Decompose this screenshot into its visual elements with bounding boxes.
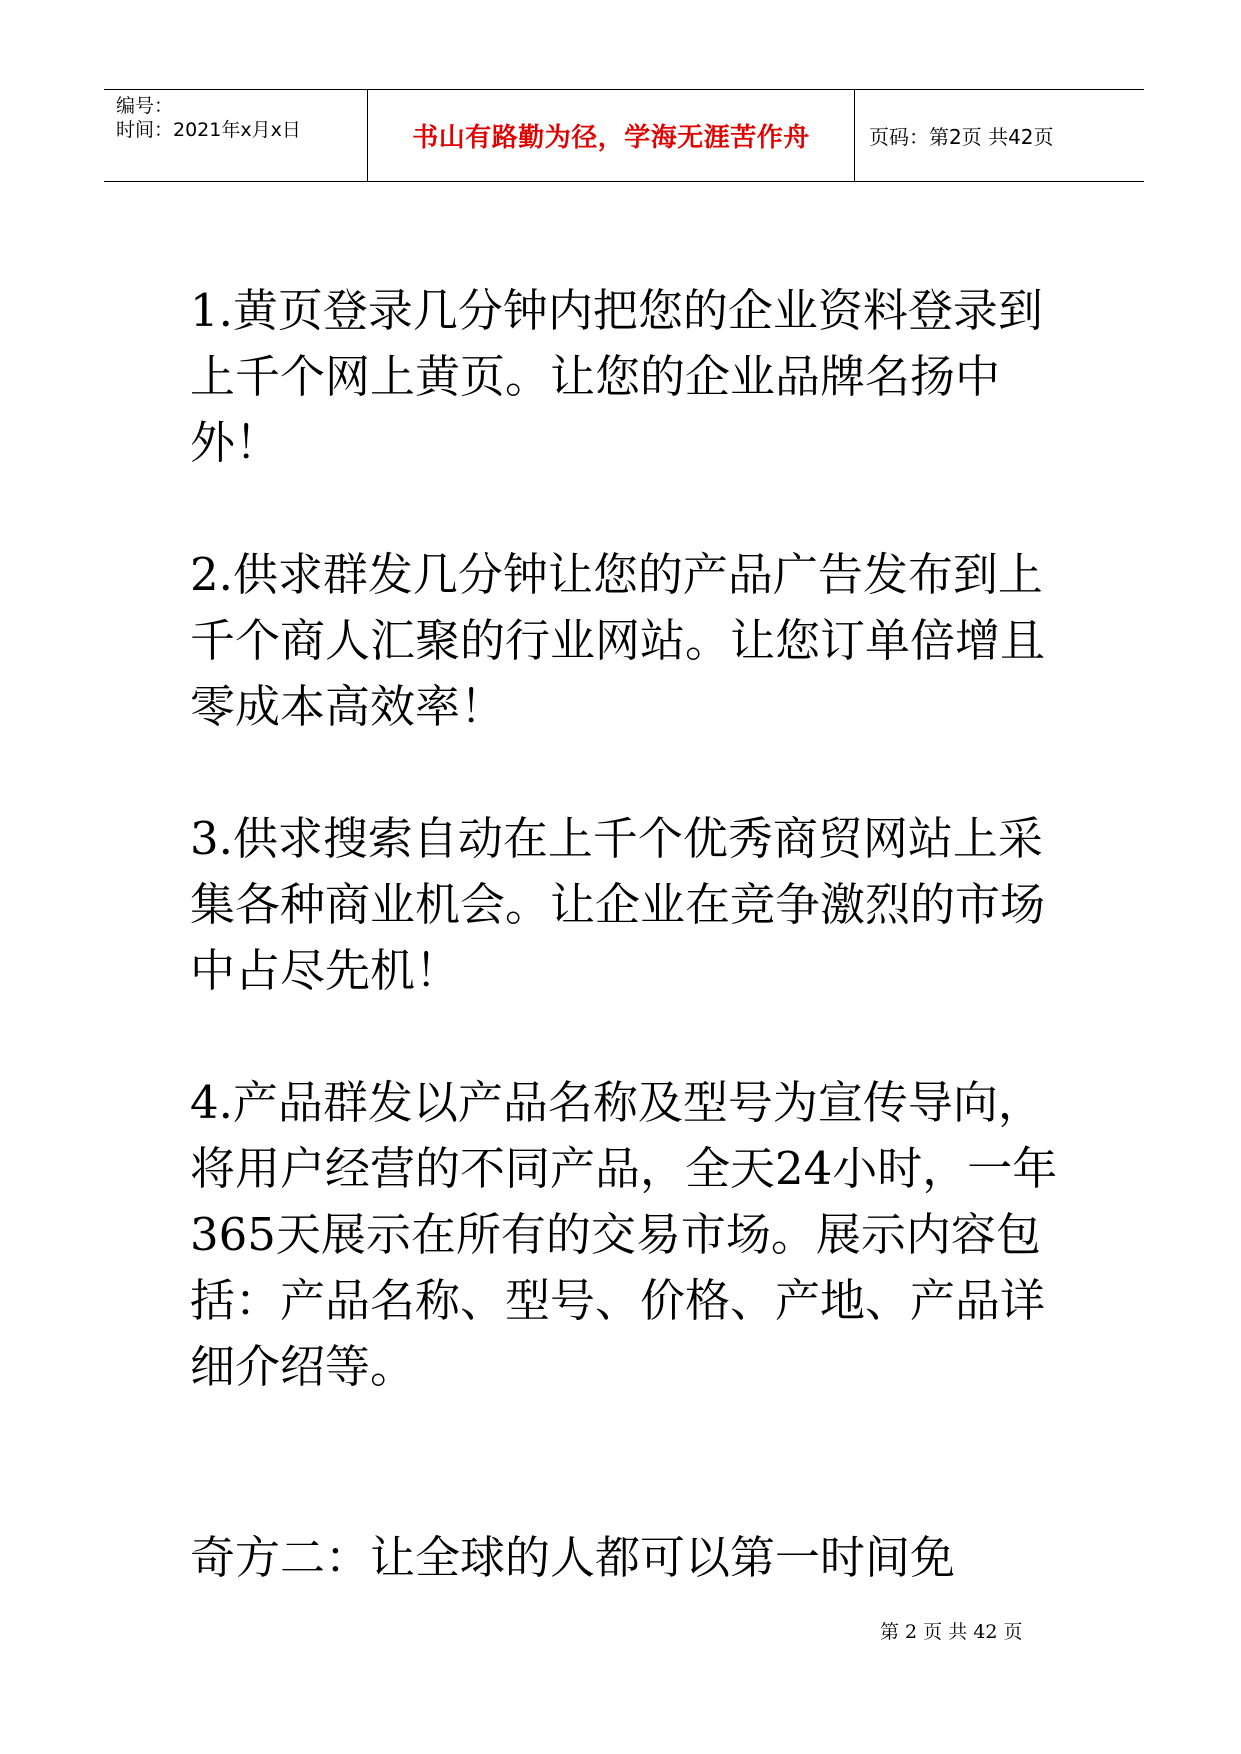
- time-label: 时间：2021年x月x日: [116, 119, 301, 141]
- paragraph-4: 4.产品群发以产品名称及型号为宣传导向，将用户经营的不同产品，全天24小时，一年365天展示在所有的交易市场。展示内容包括：产品名称、型号、价格、产地、产品详细介绍等。: [190, 1076, 1058, 1393]
- closing-line: 奇方二：让全球的人都可以第一时间免: [190, 1531, 956, 1584]
- paragraph-2: 2.供求群发几分钟让您的产品广告发布到上千个商人汇聚的行业网站。让您订单倍增且零成本高效率！: [190, 548, 1046, 733]
- header-meta: [104, 90, 368, 181]
- paragraph-1: 1.黄页登录几分钟内把您的企业资料登录到上千个网上黄页。让您的企业品牌名扬中外！: [190, 284, 1043, 469]
- header-page-info: 页码：第2页 共42页: [869, 125, 1054, 149]
- page-header: [104, 89, 1144, 182]
- header-motto: 书山有路勤为径，学海无涯苦作舟: [368, 90, 855, 181]
- code-label: 编号：: [116, 95, 174, 117]
- paragraph-3: 3.供求搜索自动在上千个优秀商贸网站上采集各种商业机会。让企业在竞争激烈的市场中占尽先机！: [190, 812, 1046, 997]
- document-body: [190, 278, 1060, 1400]
- page-footer: 第 2 页 共 42 页: [880, 1621, 1023, 1643]
